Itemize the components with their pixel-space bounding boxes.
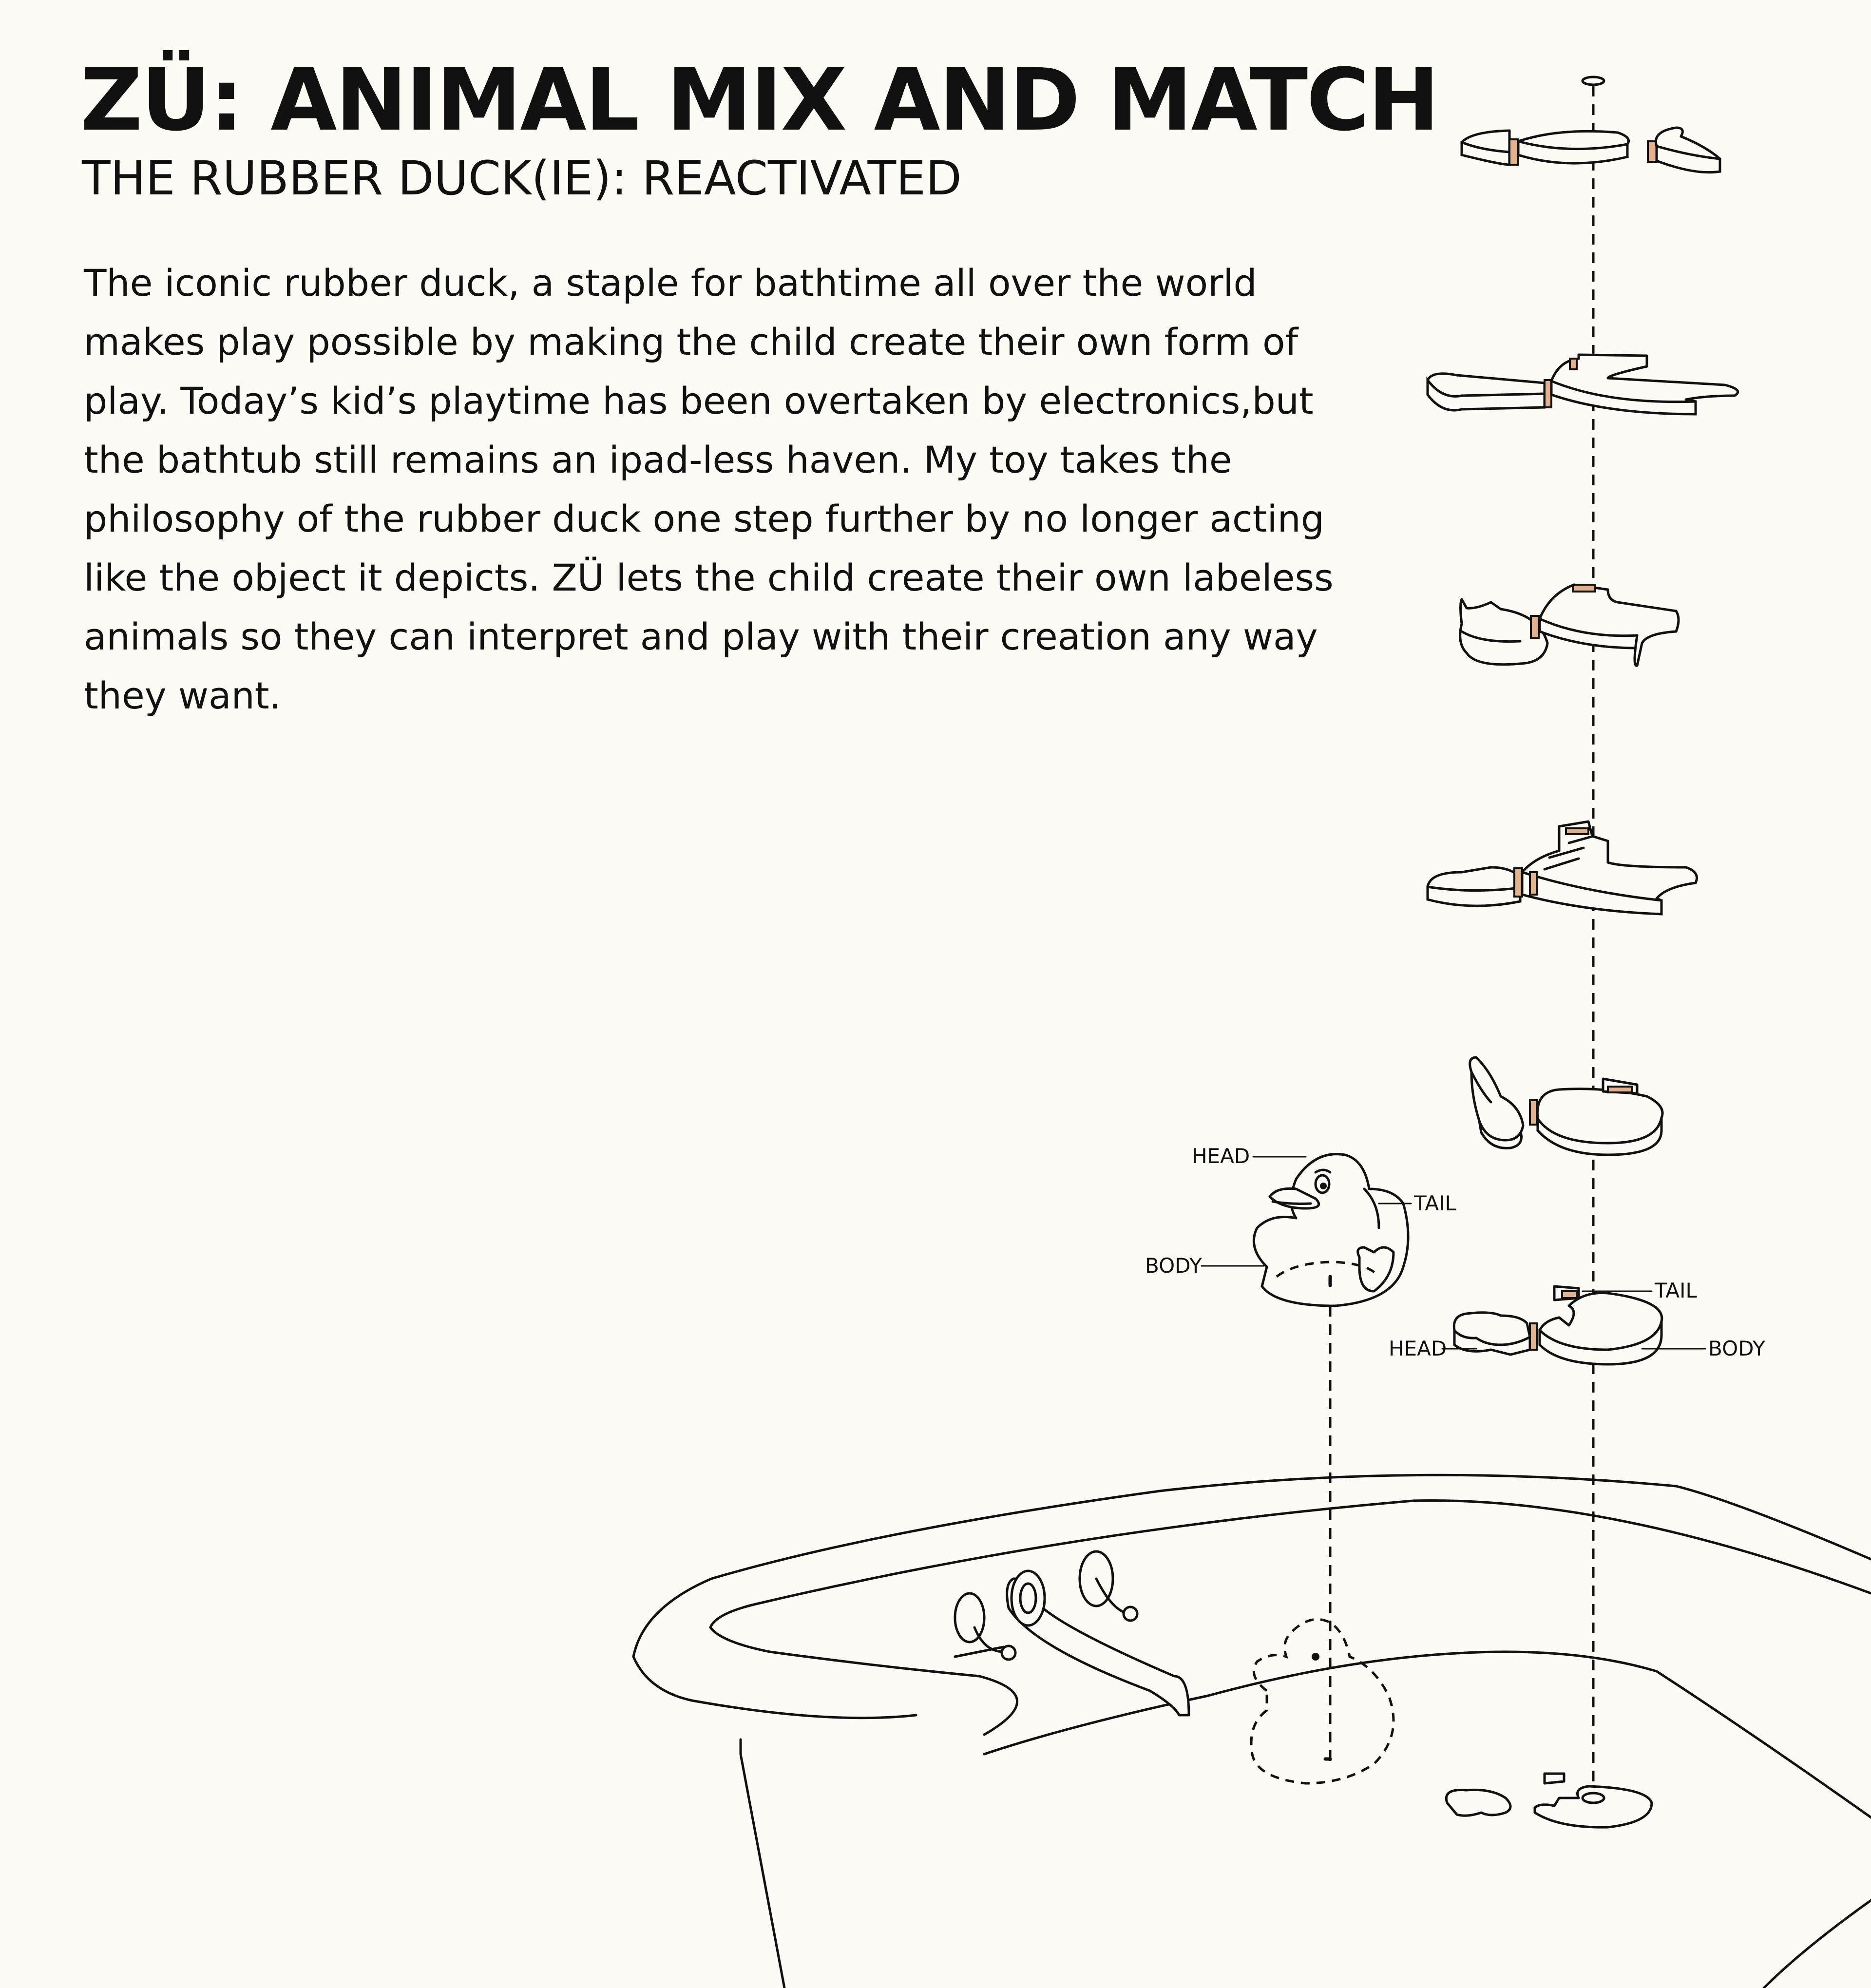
piece-set-duck-toy xyxy=(1389,1279,1765,1364)
duck-label-body: BODY xyxy=(1145,1254,1202,1278)
faucet xyxy=(955,1551,1189,1715)
duck-label-head: HEAD xyxy=(1192,1144,1250,1168)
page-title: ZÜ: ANIMAL MIX AND MATCH xyxy=(80,50,1438,150)
piece-set-boot xyxy=(1428,822,1697,914)
description-paragraph: The iconic rubber duck, a staple for bathtime all over the world makes play possible by making the child create their own form of play. Today’s kid’s playtime has been overtaken by electronics,but the bathtub still remains an ipad-less haven. My toy takes the philosophy of the rubber duck one step further by no longer acting like the object it depicts. ZÜ lets the child create their own labeless animals so they can interpret and play with their creation any way they want. xyxy=(84,261,1334,717)
piece-set-cat xyxy=(1460,585,1679,666)
floating-toy-pieces xyxy=(1446,1774,1652,1827)
page-subtitle: THE RUBBER DUCK(IE): REACTIVATED xyxy=(82,151,962,206)
piece-set-fish xyxy=(1462,128,1720,172)
duck-label-tail: TAIL xyxy=(1414,1191,1456,1215)
bathtub xyxy=(633,1475,1871,1988)
piece-set-lizard xyxy=(1428,355,1738,414)
floating-duck-outline xyxy=(1251,1619,1394,1783)
assembly-axis xyxy=(1583,77,1604,1803)
toy-label-body: BODY xyxy=(1708,1337,1765,1360)
piece-set-bunny xyxy=(1470,1057,1662,1155)
toy-label-tail: TAIL xyxy=(1655,1279,1697,1302)
toy-label-head: HEAD xyxy=(1389,1337,1447,1360)
rubber-duck xyxy=(1145,1144,1457,1764)
